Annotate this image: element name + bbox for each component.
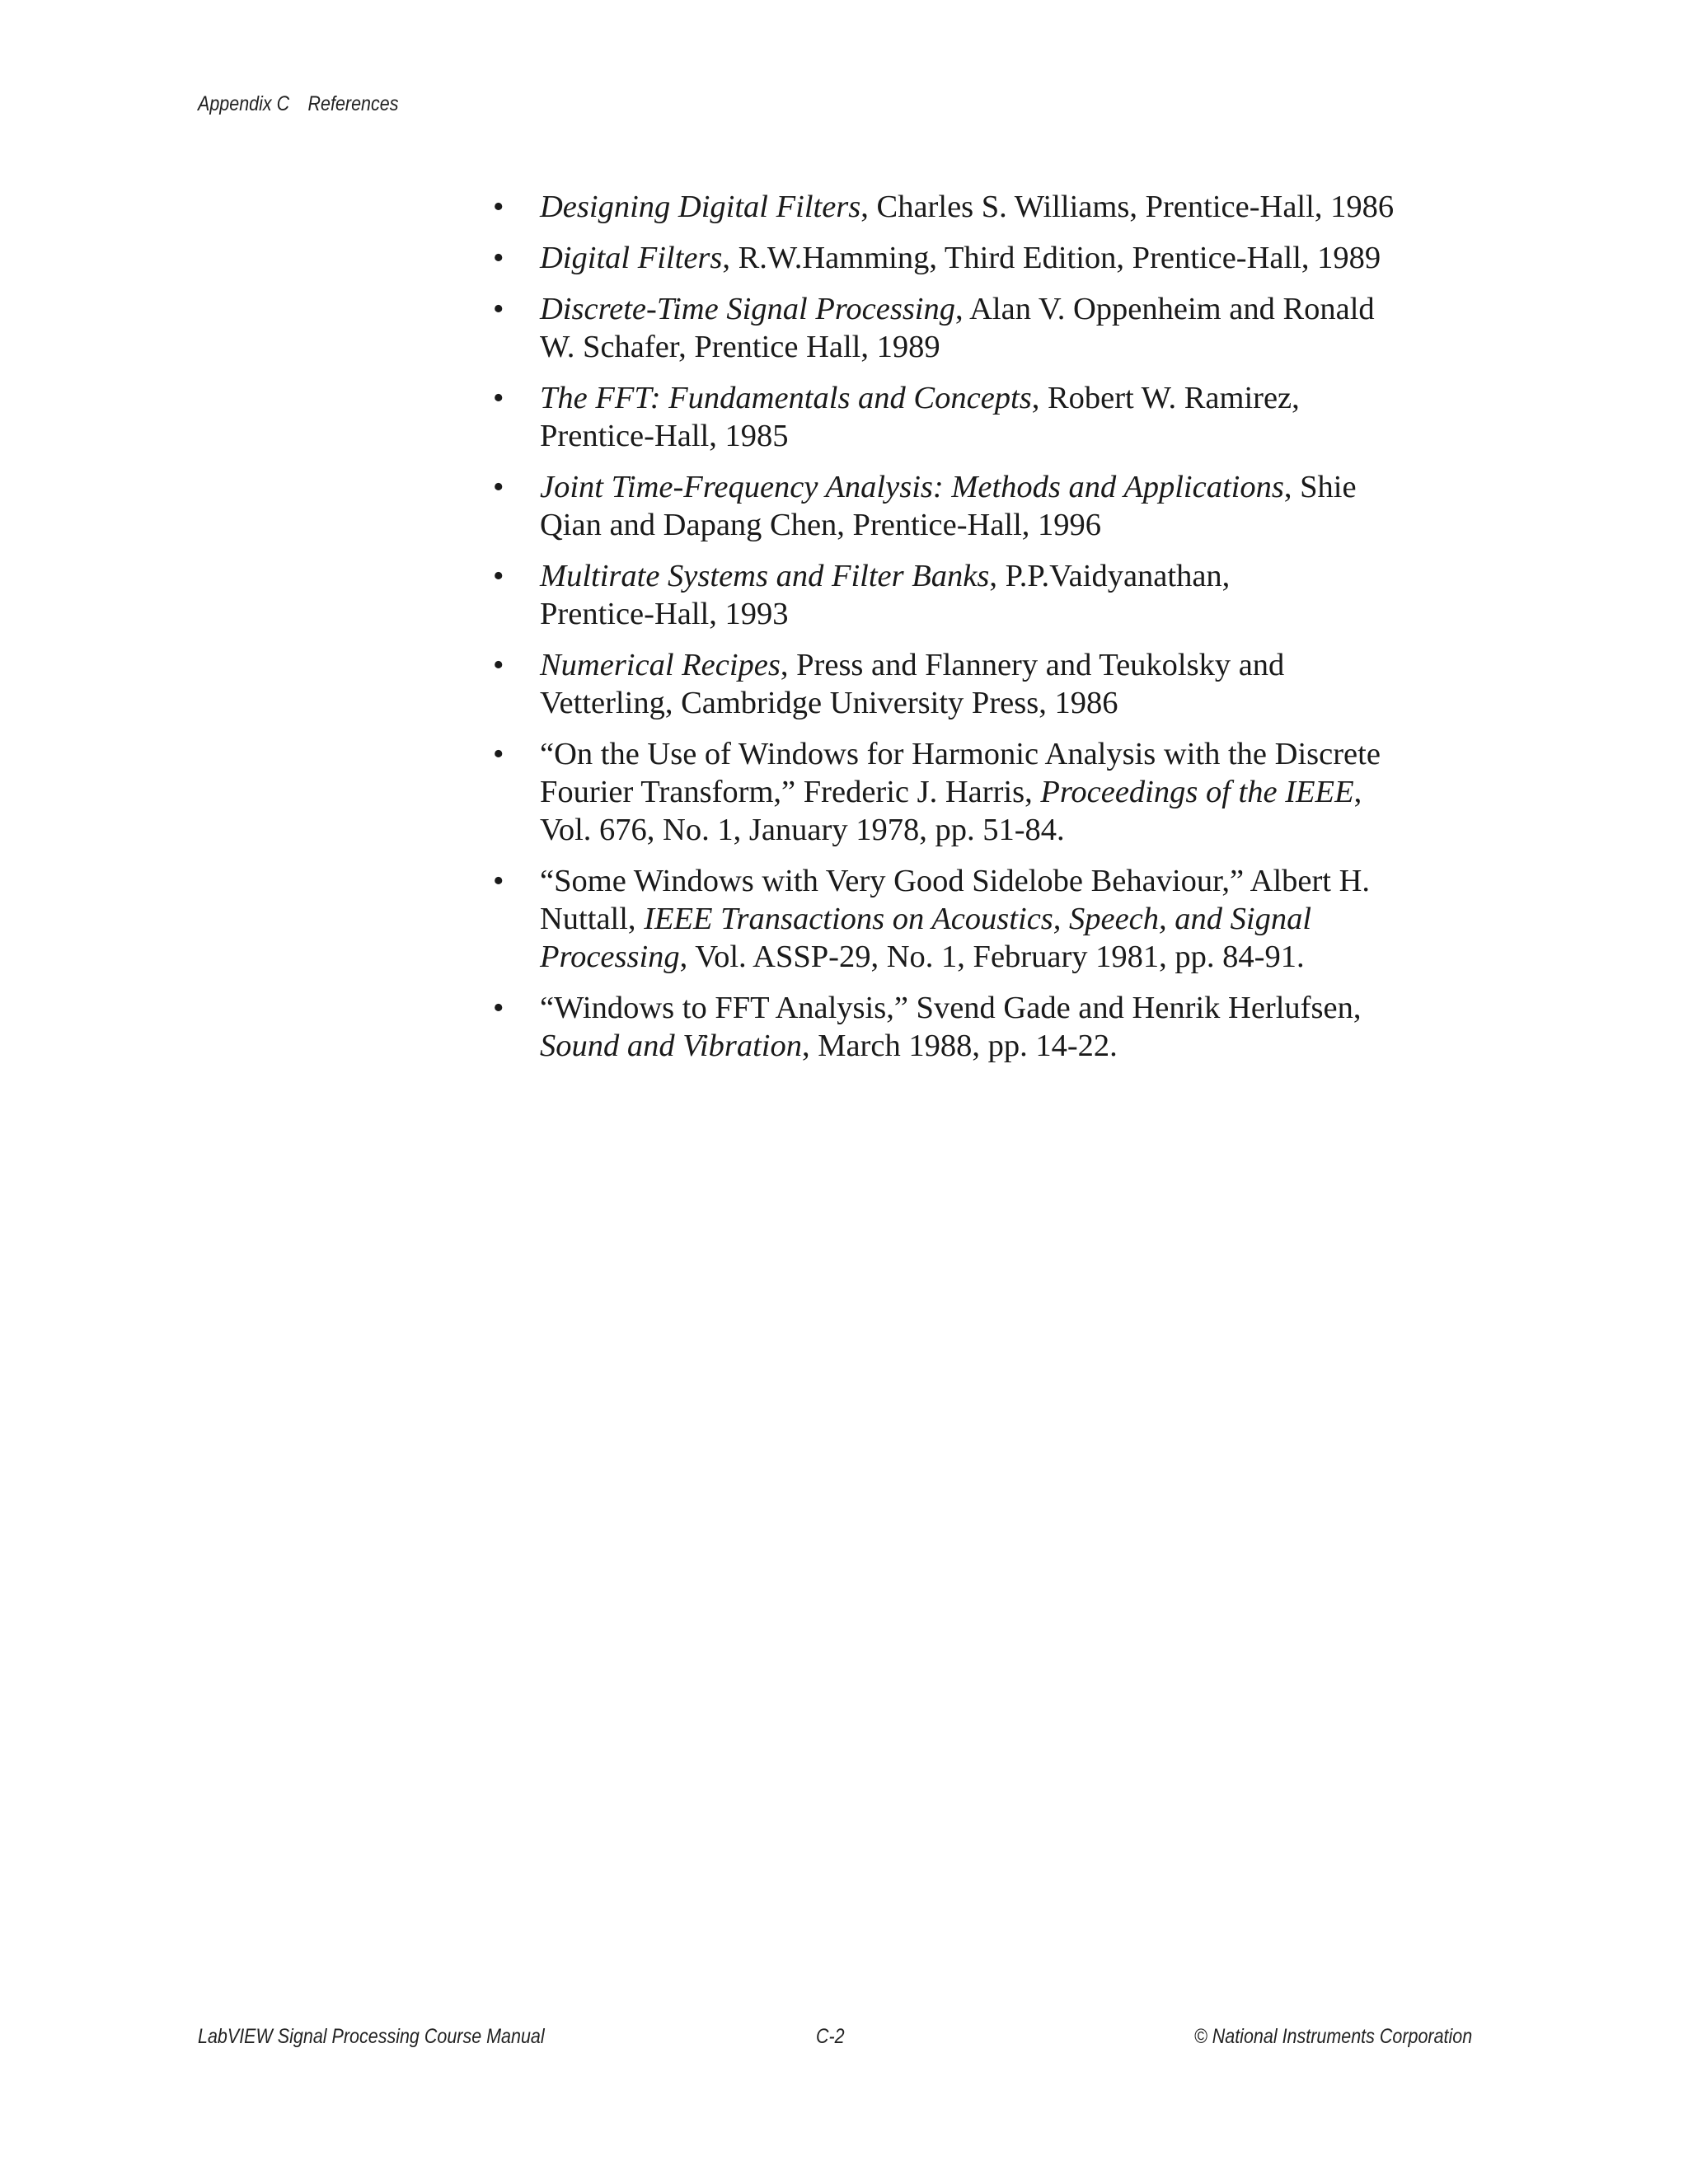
reference-text: “Windows to FFT Analysis,” Svend Gade and Henrik Herlufsen, <box>540 991 1362 1025</box>
reference-text: Nuttall, <box>540 902 645 936</box>
reference-title-italic: Designing Digital Filters <box>540 190 861 224</box>
bullet-glyph: • <box>493 559 504 593</box>
reference-item <box>493 989 1482 1065</box>
reference-text: , Robert W. Ramirez, <box>1031 381 1300 415</box>
reference-text: Vol. 676, No. 1, January 1978, pp. 51-84. <box>540 813 1065 847</box>
reference-line <box>540 188 1482 226</box>
reference-item <box>493 379 1482 455</box>
reference-line <box>540 773 1482 811</box>
reference-line <box>540 239 1482 277</box>
reference-line <box>540 989 1482 1027</box>
reference-text: , R.W.Hamming, Third Edition, Prentice-Hall, 1989 <box>722 241 1381 275</box>
reference-line <box>540 684 1482 722</box>
reference-text: Prentice-Hall, 1985 <box>540 419 789 453</box>
footer-manual-title: LabVIEW Signal Processing Course Manual <box>198 2025 545 2048</box>
reference-title-italic: Processing <box>540 940 680 974</box>
bullet-glyph: • <box>493 864 504 898</box>
reference-text: , March 1988, pp. 14-22. <box>801 1029 1118 1063</box>
reference-text: , Charles S. Williams, Prentice-Hall, 1986 <box>860 190 1395 224</box>
reference-line <box>540 938 1482 976</box>
reference-title-italic: Digital Filters <box>540 241 723 275</box>
reference-title-italic: Proceedings of the IEEE <box>1040 775 1354 809</box>
header-section: References <box>307 92 399 115</box>
reference-line <box>540 862 1482 900</box>
reference-line <box>540 735 1482 773</box>
reference-line <box>540 290 1482 328</box>
reference-text: “On the Use of Windows for Harmonic Analysis with the Discrete <box>540 737 1381 771</box>
reference-text: Prentice-Hall, 1993 <box>540 597 789 631</box>
reference-text: “Some Windows with Very Good Sidelobe Behaviour,” Albert H. <box>540 864 1371 898</box>
reference-line <box>540 557 1482 595</box>
reference-text: Vetterling, Cambridge University Press, 1986 <box>540 686 1118 720</box>
reference-line <box>540 595 1482 633</box>
bullet-glyph: • <box>493 648 504 682</box>
footer-copyright: © National Instruments Corporation <box>1193 2025 1472 2048</box>
reference-list <box>493 188 1482 1078</box>
reference-text: , Vol. ASSP-29, No. 1, February 1981, pp. 84-91. <box>679 940 1305 974</box>
reference-line <box>540 328 1482 366</box>
reference-item <box>493 239 1482 277</box>
reference-text: , P.P.Vaidyanathan, <box>989 559 1231 593</box>
reference-text: W. Schafer, Prentice Hall, 1989 <box>540 330 940 364</box>
reference-item <box>493 862 1482 976</box>
bullet-glyph: • <box>493 737 504 771</box>
reference-title-italic: Numerical Recipes <box>540 648 781 682</box>
reference-text: , Alan V. Oppenheim and Ronald <box>955 292 1375 326</box>
reference-title-italic: Discrete-Time Signal Processing <box>540 292 955 326</box>
reference-line <box>540 417 1482 455</box>
reference-title-italic: Multirate Systems and Filter Banks <box>540 559 990 593</box>
reference-item <box>493 188 1482 226</box>
reference-item <box>493 735 1482 849</box>
bullet-glyph: • <box>493 292 504 326</box>
reference-line <box>540 900 1482 938</box>
reference-line <box>540 379 1482 417</box>
bullet-glyph: • <box>493 991 504 1025</box>
reference-title-italic: The FFT: Fundamentals and Concepts <box>540 381 1032 415</box>
bullet-glyph: • <box>493 381 504 415</box>
reference-line <box>540 1027 1482 1065</box>
reference-item <box>493 557 1482 633</box>
reference-item <box>493 468 1482 544</box>
reference-line <box>540 646 1482 684</box>
bullet-glyph: • <box>493 241 504 275</box>
reference-item <box>493 646 1482 722</box>
reference-text: Fourier Transform,” Frederic J. Harris, <box>540 775 1041 809</box>
header-appendix: Appendix C <box>198 92 290 115</box>
reference-text: , Shie <box>1283 470 1357 504</box>
reference-line <box>540 811 1482 849</box>
reference-item <box>493 290 1482 366</box>
footer-page-number: C-2 <box>816 2025 845 2048</box>
reference-text: , <box>1353 775 1362 809</box>
bullet-glyph: • <box>493 470 504 504</box>
reference-line <box>540 468 1482 506</box>
reference-title-italic: Joint Time-Frequency Analysis: Methods and Applications <box>540 470 1284 504</box>
reference-text: , Press and Flannery and Teukolsky and <box>780 648 1285 682</box>
reference-title-italic: IEEE Transactions on Acoustics, Speech, and Signal <box>644 902 1312 936</box>
running-header <box>198 92 398 116</box>
reference-title-italic: Sound and Vibration <box>540 1029 802 1063</box>
bullet-glyph: • <box>493 190 504 224</box>
reference-line <box>540 506 1482 544</box>
reference-text: Qian and Dapang Chen, Prentice-Hall, 1996 <box>540 508 1102 542</box>
